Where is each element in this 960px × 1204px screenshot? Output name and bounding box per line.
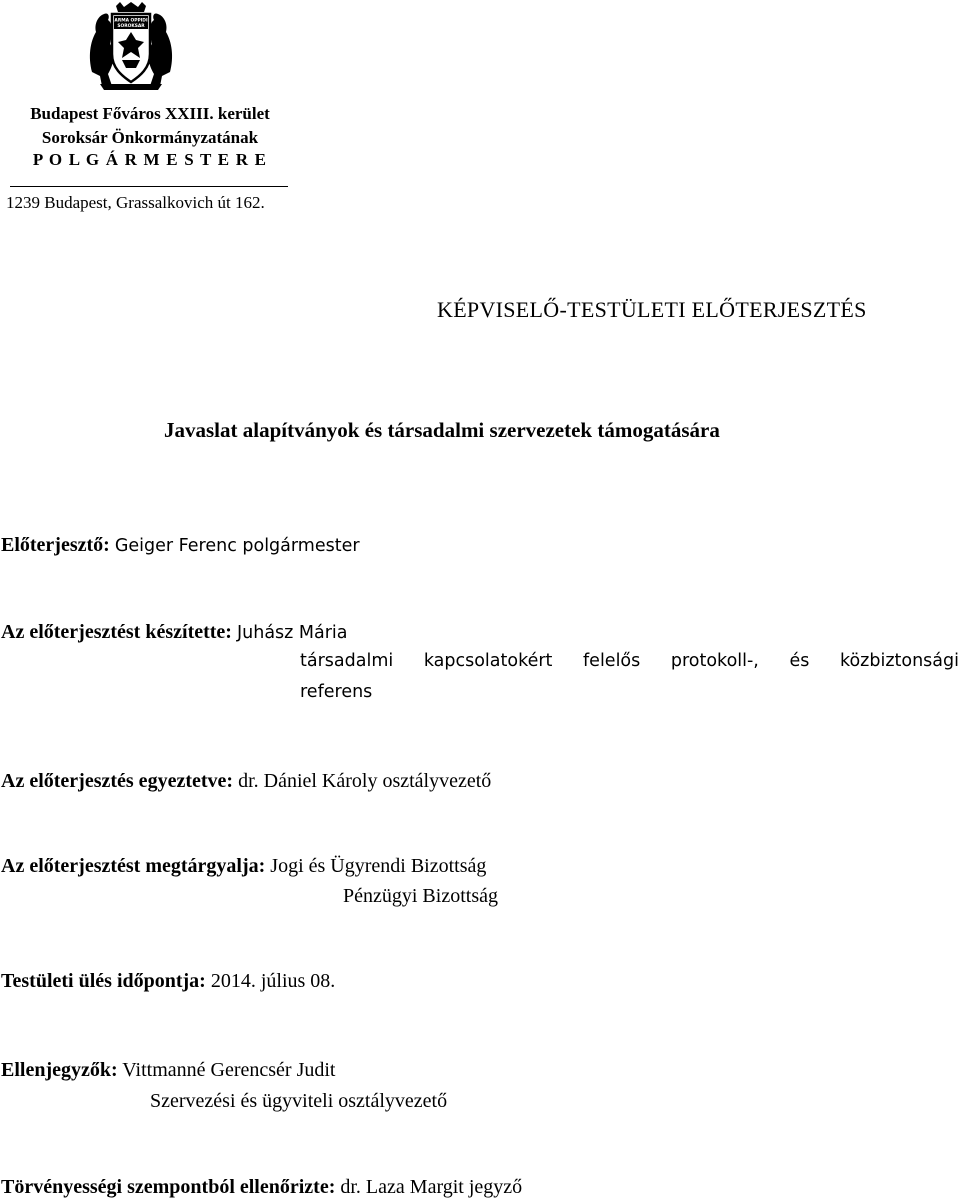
org-address: 1239 Budapest, Grassalkovich út 162. [6, 193, 265, 212]
countersign-value-1: Vittmanné Gerencsér Judit [122, 1059, 336, 1081]
org-name-line3: P O L G Á R M E S T E R E [32, 150, 268, 169]
presenter-row [1, 532, 360, 559]
org-name-line1: Budapest Főváros XXIII. kerület [30, 104, 270, 123]
agreed-label: Az előterjesztés egyeztetve: [1, 770, 234, 792]
agreed-row [1, 768, 491, 794]
legal-check-value: dr. Laza Margit jegyző [340, 1176, 523, 1198]
prepared-role-line2: referens [300, 682, 373, 702]
prepared-label: Az előterjesztést készítette: [1, 621, 232, 643]
coat-of-arms-icon [86, 2, 176, 90]
header-divider [10, 186, 288, 187]
discussed-label: Az előterjesztést megtárgyalja: [1, 855, 266, 877]
document-title: KÉPVISELŐ-TESTÜLETI ELŐTERJESZTÉS [437, 297, 867, 322]
crest-text-line2: SOROKSAR [117, 24, 145, 29]
meeting-row [1, 968, 335, 994]
legal-check-row [1, 1174, 522, 1200]
prepared-role-line1: társadalmi kapcsolatokért felelős protokoll-, és közbiztonsági [300, 651, 959, 671]
presenter-value: Geiger Ferenc polgármester [114, 536, 360, 556]
prepared-value: Juhász Mária [236, 623, 348, 643]
meeting-value: 2014. július 08. [210, 970, 336, 992]
prepared-row [1, 619, 348, 646]
countersign-value-2: Szervezési és ügyviteli osztályvezető [150, 1090, 448, 1112]
crest-text-line1: ARMA OPPIDI [114, 18, 148, 24]
discussed-row [1, 853, 486, 879]
countersign-label: Ellenjegyzők: [1, 1059, 118, 1081]
meeting-label: Testületi ülés időpontja: [1, 970, 206, 992]
countersign-row [1, 1057, 335, 1083]
legal-check-label: Törvényességi szempontból ellenőrizte: [1, 1176, 336, 1198]
document-subject: Javaslat alapítványok és társadalmi szervezetek támogatására [164, 418, 720, 442]
discussed-value-2: Pénzügyi Bizottság [343, 885, 498, 907]
discussed-value-1: Jogi és Ügyrendi Bizottság [270, 855, 487, 877]
org-name-line2: Soroksár Önkormányzatának [41, 128, 259, 147]
presenter-label: Előterjesztő: [1, 534, 110, 556]
agreed-value: dr. Dániel Károly osztályvezető [238, 770, 492, 792]
